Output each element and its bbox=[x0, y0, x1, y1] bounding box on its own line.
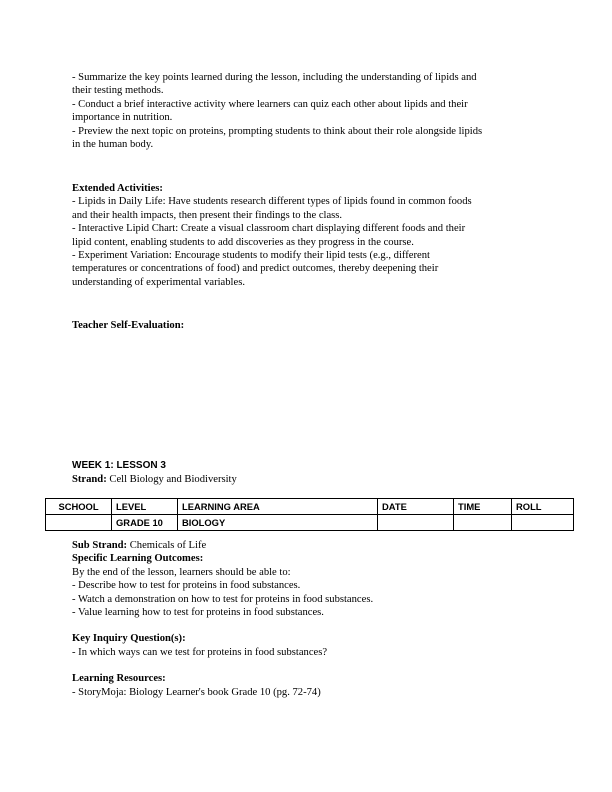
extended-activities-heading: Extended Activities: bbox=[72, 183, 163, 194]
outcomes-heading: Specific Learning Outcomes: bbox=[72, 553, 204, 565]
strand-value: Cell Biology and Biodiversity bbox=[106, 474, 237, 485]
cell-learning-area: BIOLOGY bbox=[178, 515, 378, 531]
header-school: SCHOOL bbox=[46, 499, 112, 515]
header-time: TIME bbox=[454, 499, 512, 515]
header-learning-area: LEARNING AREA bbox=[178, 499, 378, 515]
extended-activities bbox=[72, 182, 542, 289]
lesson-details bbox=[72, 539, 542, 699]
week-lesson-title: WEEK 1: LESSON 3 bbox=[72, 460, 166, 471]
extended-activity-line: lipid content, enabling students to add discoveries as they progress in the course. bbox=[72, 236, 414, 248]
header-date: DATE bbox=[378, 499, 454, 515]
outcomes-intro: By the end of the lesson, learners should be able to: bbox=[72, 566, 291, 578]
cell-time bbox=[454, 515, 512, 531]
conclusion-line: - Preview the next topic on proteins, prompting students to think about their role alongside lipids bbox=[72, 125, 483, 137]
lesson-conclusion bbox=[72, 71, 542, 151]
cell-roll bbox=[512, 515, 574, 531]
cell-level: GRADE 10 bbox=[112, 515, 178, 531]
conclusion-line: in the human body. bbox=[72, 139, 154, 151]
strand-line bbox=[72, 473, 542, 486]
extended-activity-line: - Interactive Lipid Chart: Create a visual classroom chart displaying different foods and their bbox=[72, 223, 466, 235]
cell-school bbox=[46, 515, 112, 531]
inquiry-question: - In which ways can we test for proteins in food substances? bbox=[72, 646, 328, 658]
resource-item: - StoryMoja: Biology Learner's book Grade 10 (pg. 72-74) bbox=[72, 686, 321, 698]
conclusion-line: their testing methods. bbox=[72, 85, 164, 97]
extended-activity-line: - Experiment Variation: Encourage students to modify their lipid tests (e.g., different bbox=[72, 250, 430, 262]
table-row bbox=[46, 515, 574, 531]
inquiry-heading: Key Inquiry Question(s): bbox=[72, 633, 186, 645]
extended-activity-line: and their health impacts, then present their findings to the class. bbox=[72, 209, 343, 221]
sub-strand-line bbox=[72, 539, 542, 552]
sub-strand-value: Chemicals of Life bbox=[127, 540, 207, 551]
outcome-item: - Watch a demonstration on how to test for proteins in food substances. bbox=[72, 593, 374, 605]
sub-strand-label: Sub Strand: bbox=[72, 540, 128, 551]
extended-activity-line: temperatures or concentrations of food) and predict outcomes, thereby deepening their bbox=[72, 263, 439, 275]
cell-date bbox=[378, 515, 454, 531]
extended-activity-line: understanding of experimental variables. bbox=[72, 276, 245, 288]
extended-activity-line: - Lipids in Daily Life: Have students research different types of lipids found in common foods bbox=[72, 196, 472, 208]
lesson-info-table bbox=[45, 498, 574, 531]
outcome-item: - Value learning how to test for proteins in food substances. bbox=[72, 607, 324, 619]
resources-heading: Learning Resources: bbox=[72, 673, 166, 685]
self-evaluation-heading: Teacher Self-Evaluation: bbox=[72, 320, 185, 331]
header-level: LEVEL bbox=[112, 499, 178, 515]
table-header-row bbox=[46, 499, 574, 515]
conclusion-line: importance in nutrition. bbox=[72, 112, 173, 124]
conclusion-line: - Summarize the key points learned during the lesson, including the understanding of lipids and bbox=[72, 72, 477, 83]
conclusion-line: - Conduct a brief interactive activity where learners can quiz each other about lipids and their bbox=[72, 98, 468, 110]
outcome-item: - Describe how to test for proteins in food substances. bbox=[72, 580, 301, 592]
strand-label: Strand: bbox=[72, 474, 107, 485]
teacher-self-evaluation bbox=[72, 319, 542, 332]
header-roll: ROLL bbox=[512, 499, 574, 515]
